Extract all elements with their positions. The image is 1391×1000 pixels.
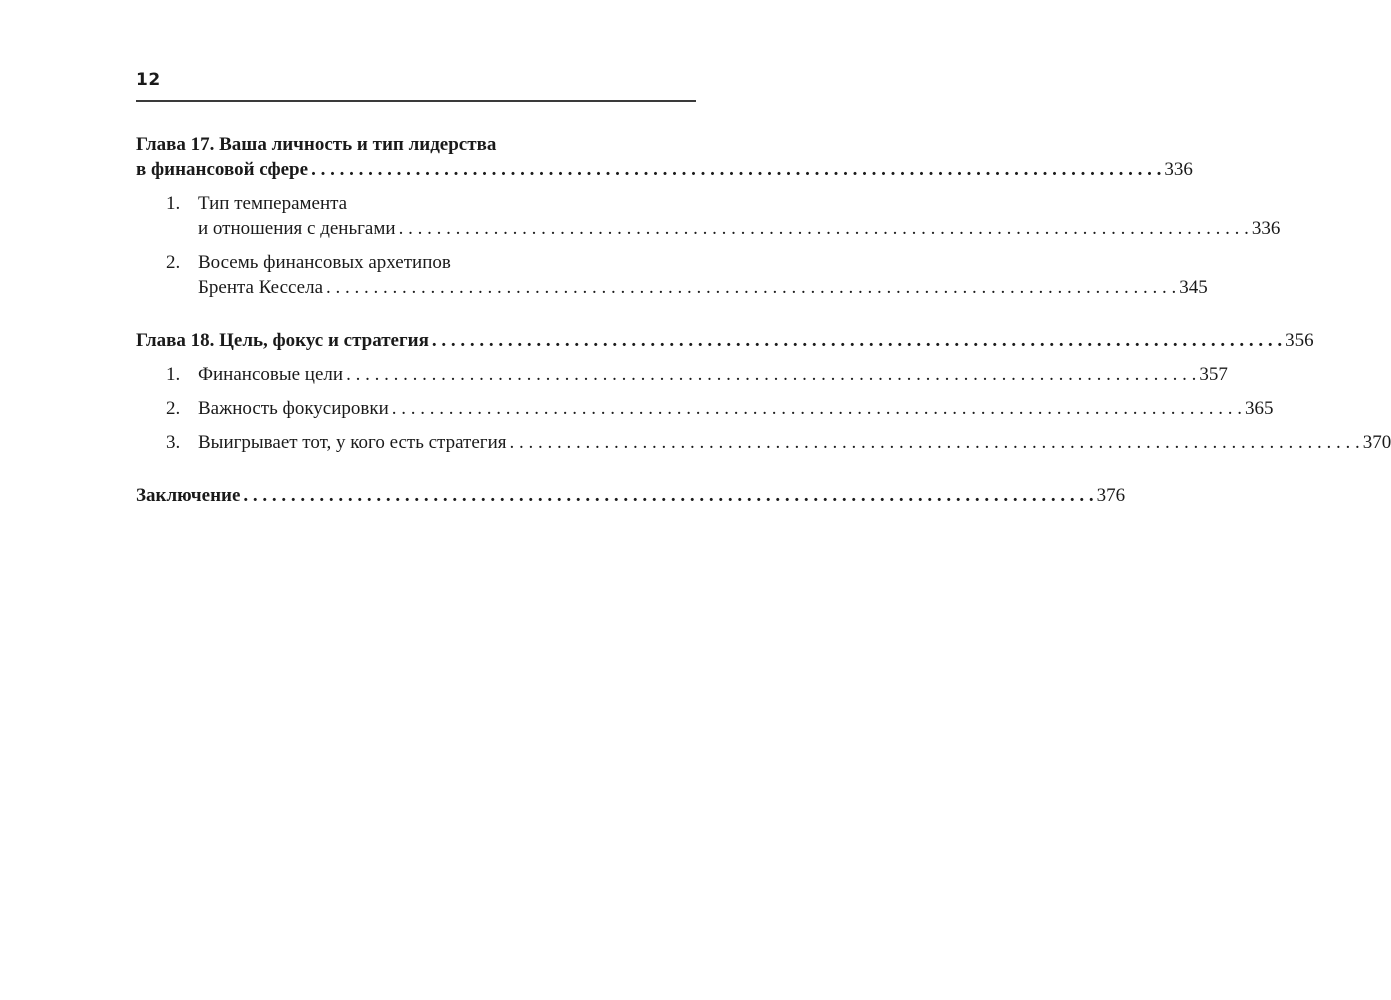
toc-item: [166, 250, 1208, 300]
item-body: [198, 250, 1208, 300]
toc-item: [166, 362, 1228, 387]
item-number: 2.: [166, 252, 181, 273]
item-title: Тип темперамента: [198, 193, 348, 214]
toc-item: [166, 430, 1391, 455]
item-body: [198, 396, 1274, 421]
dot-leader: [326, 275, 1176, 300]
item-title: Восемь финансовых архетипов: [198, 252, 451, 273]
item-title: Важность фокусировки: [198, 398, 389, 419]
chapter-title: Глава 17. Ваша личность и тип лидерства: [136, 134, 497, 155]
item-title-continued: и отношения с деньгами: [198, 218, 396, 239]
chapter-title-line-1: [136, 328, 1314, 353]
item-title: Выигрывает тот, у кого есть стратегия: [198, 432, 507, 453]
item-number: 2.: [166, 398, 181, 419]
toc-chapter-17: [136, 132, 1281, 300]
dot-leader: [311, 157, 1161, 182]
chapter-title-continued: в финансовой сфере: [136, 159, 309, 180]
item-page-number: 365: [1245, 398, 1274, 419]
table-of-contents: [136, 132, 1391, 508]
dot-leader: [243, 483, 1093, 508]
chapter-subitems: [136, 362, 1391, 455]
item-page-number: 357: [1199, 364, 1228, 385]
chapter-page-number: 356: [1285, 330, 1314, 351]
item-page-number: 336: [1251, 218, 1281, 239]
dot-leader: [392, 396, 1242, 421]
toc-item: [166, 191, 1281, 241]
chapter-title-line-1: [136, 132, 696, 157]
dot-leader: [509, 430, 1359, 455]
conclusion-title: Заключение: [136, 485, 241, 506]
toc-item: [166, 396, 1274, 421]
chapter-subitems: [136, 191, 1281, 300]
conclusion-page-number: 376: [1096, 485, 1126, 506]
item-number: 1.: [166, 193, 181, 214]
item-page-number: 370: [1362, 432, 1391, 453]
item-number: 3.: [166, 432, 181, 453]
item-body: [198, 362, 1228, 387]
item-title: Финансовые цели: [198, 364, 344, 385]
toc-chapter-18: [136, 328, 1391, 455]
toc-conclusion: [136, 483, 1126, 508]
item-number: 1.: [166, 364, 181, 385]
page-number: 12: [136, 70, 161, 90]
dot-leader: [432, 328, 1282, 353]
dot-leader: [399, 216, 1249, 241]
dot-leader: [346, 362, 1196, 387]
item-body: [198, 191, 1280, 241]
item-body: [198, 430, 1391, 455]
chapter-page-number: 336: [1164, 159, 1193, 180]
chapter-title: Глава 18. Цель, фокус и стратегия: [136, 330, 429, 351]
item-page-number: 345: [1179, 277, 1208, 298]
header-rule: [136, 100, 696, 102]
chapter-title-line-2: [136, 157, 1193, 182]
item-title-continued: Брента Кессела: [198, 277, 324, 298]
